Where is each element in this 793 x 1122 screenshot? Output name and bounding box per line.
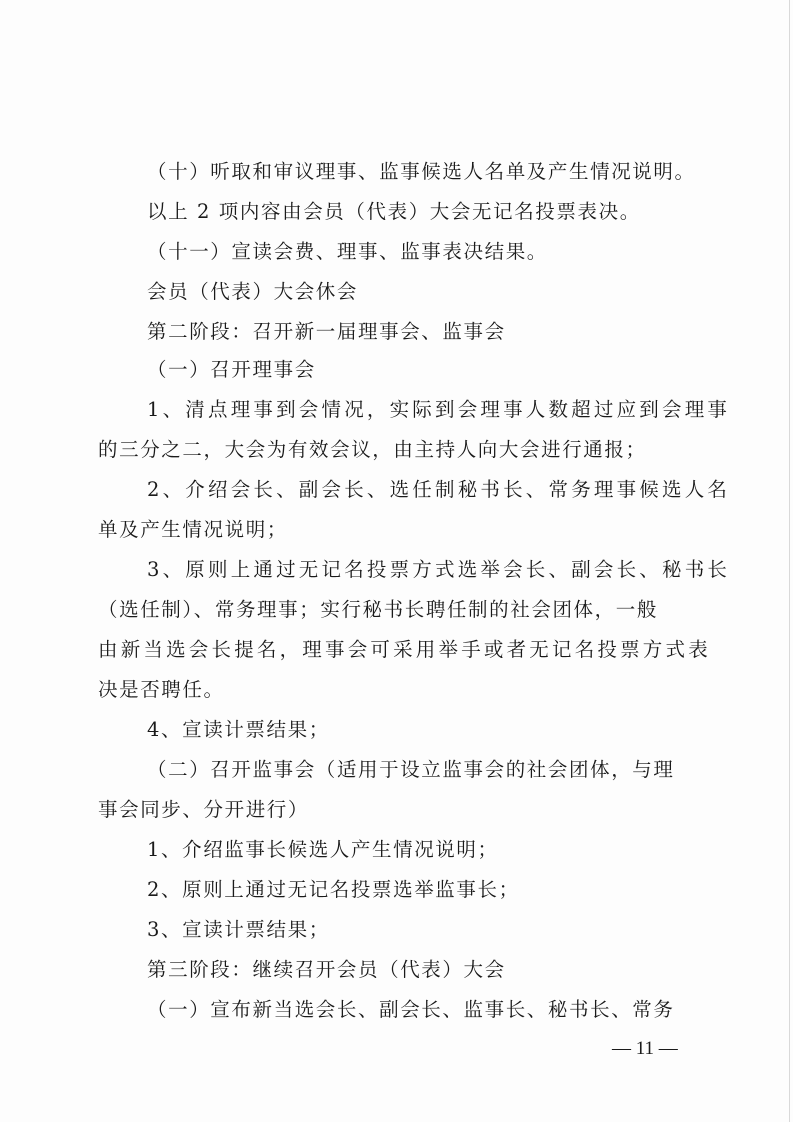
text-line: 事会同步、分开进行） bbox=[98, 798, 310, 821]
text-line: 1、介绍监事长候选人产生情况说明； bbox=[147, 838, 499, 861]
text-line: （选任制）、常务理事；实行秘书长聘任制的社会团体，一般 bbox=[98, 598, 658, 621]
section-heading: 第三阶段：继续召开会员（代表）大会 bbox=[147, 958, 506, 981]
subsection-heading: （二）召开监事会（适用于设立监事会的社会团体，与理 bbox=[147, 758, 675, 781]
text-line: 会员（代表）大会休会 bbox=[147, 280, 359, 303]
page-edge bbox=[789, 0, 790, 1122]
text-line: 2、原则上通过无记名投票选举监事长； bbox=[147, 878, 520, 901]
text-line: 决是否聘任。 bbox=[98, 678, 225, 701]
text-line: 3、宣读计票结果； bbox=[147, 918, 330, 941]
text-line: （十）听取和审议理事、监事候选人名单及产生情况说明。 bbox=[147, 160, 696, 183]
page-number: — 11 — bbox=[612, 1038, 678, 1059]
text-line: 1、清点理事到会情况，实际到会理事人数超过应到会理事 bbox=[147, 398, 731, 421]
text-line: 由新当选会长提名，理事会可采用举手或者无记名投票方式表 bbox=[98, 638, 711, 661]
text-line: 3、原则上通过无记名投票方式选举会长、副会长、秘书长 bbox=[147, 558, 731, 581]
text-line: 的三分之二，大会为有效会议，由主持人向大会进行通报； bbox=[98, 438, 647, 461]
text-line: （一）宣布新当选会长、副会长、监事长、秘书长、常务 bbox=[147, 998, 675, 1021]
text-line: 单及产生情况说明； bbox=[98, 518, 288, 541]
text-line: 2、介绍会长、副会长、选任制秘书长、常务理事候选人名 bbox=[147, 478, 731, 501]
text-line: 4、宣读计票结果； bbox=[147, 718, 330, 741]
subsection-heading: （一）召开理事会 bbox=[147, 358, 316, 381]
text-line: （十一）宣读会费、理事、监事表决结果。 bbox=[147, 240, 548, 263]
section-heading: 第二阶段：召开新一届理事会、监事会 bbox=[147, 320, 506, 343]
text-line: 以上 2 项内容由会员（代表）大会无记名投票表决。 bbox=[147, 200, 641, 223]
